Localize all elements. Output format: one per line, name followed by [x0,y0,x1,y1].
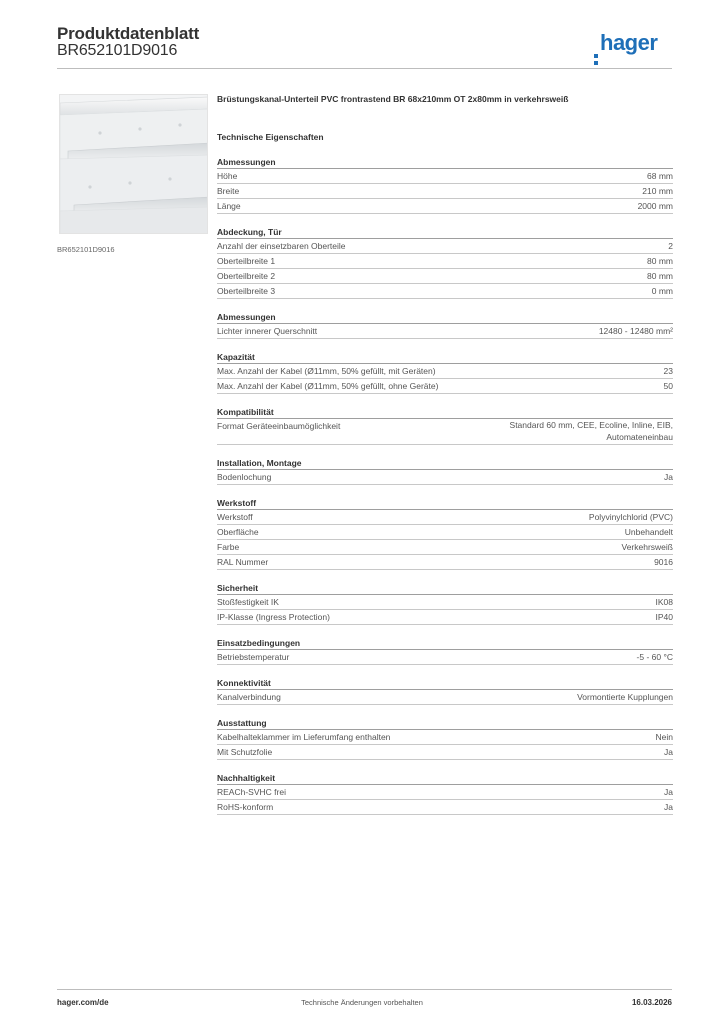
spec-label: Stoßfestigkeit IK [217,597,279,607]
spec-value: Nein [655,732,673,742]
spec-sections [217,156,673,815]
spec-label: RAL Nummer [217,557,269,567]
spec-row [217,745,673,760]
spec-label: Oberteilbreite 2 [217,271,276,281]
page-title: Produktdatenblatt [57,24,200,43]
spec-label: Länge [217,201,241,211]
spec-section [217,637,673,665]
spec-section [217,226,673,299]
section-title: Nachhaltigkeit [217,772,673,785]
footer-date: 16.03.2026 [631,998,672,1007]
spec-label: Format Geräteeinbaumöglichkeit [217,421,341,431]
spec-row [217,324,673,339]
spec-row [217,254,673,269]
spec-row [217,525,673,540]
spec-label: Oberteilbreite 3 [217,286,276,296]
spec-label: Max. Anzahl der Kabel (Ø11mm, 50% gefüllt, ohne Geräte) [217,381,439,391]
spec-value: Polyvinylchlorid (PVC) [588,512,673,522]
spec-row [217,610,673,625]
spec-row [217,470,673,485]
section-title: Konnektivität [217,677,673,690]
hager-logo[interactable] [594,30,657,56]
spec-value: Vormontierte Kupplungen [577,692,673,702]
spec-value: 68 mm [647,171,673,181]
spec-value: 23 [663,366,673,376]
spec-label: Höhe [217,171,238,181]
spec-row [217,184,673,199]
spec-label: Anzahl der einsetzbaren Oberteile [217,241,346,251]
product-description: Brüstungskanal-Unterteil PVC frontrastend BR 68x210mm OT 2x80mm in verkehrsweiß [217,94,569,104]
spec-row [217,510,673,525]
header-divider [57,68,672,69]
spec-row [217,555,673,570]
spec-label: Max. Anzahl der Kabel (Ø11mm, 50% gefüllt, mit Geräten) [217,366,436,376]
product-code: BR652101D9016 [57,42,178,59]
spec-label: Breite [217,186,240,196]
spec-value: 2000 mm [637,201,673,211]
spec-row [217,800,673,815]
spec-label: Farbe [217,542,240,552]
spec-section [217,406,673,445]
spec-section [217,497,673,570]
spec-value: Ja [664,787,673,797]
spec-row [217,540,673,555]
spec-row [217,169,673,184]
footer-notice: Technische Änderungen vorbehalten [301,998,423,1007]
product-image [59,94,208,234]
spec-label: RoHS-konform [217,802,274,812]
spec-row [217,379,673,394]
spec-label: Werkstoff [217,512,253,522]
spec-section [217,582,673,625]
section-title: Abmessungen [217,311,673,324]
image-caption: BR652101D9016 [57,245,115,254]
spec-value: -5 - 60 °C [636,652,673,662]
spec-section [217,717,673,760]
spec-section [217,457,673,485]
logo-text: hager [600,30,658,55]
footer-divider [57,989,672,990]
spec-row [217,199,673,214]
footer-website-link[interactable]: hager.com/de [57,998,109,1007]
spec-value: Verkehrsweiß [621,542,673,552]
spec-section [217,156,673,214]
section-title: Kapazität [217,351,673,364]
section-title: Ausstattung [217,717,673,730]
spec-value: 80 mm [647,271,673,281]
spec-row [217,730,673,745]
spec-content [217,92,673,815]
spec-row [217,650,673,665]
spec-value: 80 mm [647,256,673,266]
spec-label: Kabelhalteklammer im Lieferumfang enthalten [217,732,391,742]
spec-row [217,419,673,445]
spec-value: 50 [663,381,673,391]
spec-label: REACh-SVHC frei [217,787,286,797]
spec-row [217,785,673,800]
spec-value: Standard 60 mm, CEE, Ecoline, Inline, EIB, Automateneinbau [509,420,673,442]
spec-value: IP40 [655,612,673,622]
cable-duct-illustration [60,95,208,234]
spec-label: Lichter innerer Querschnitt [217,326,318,336]
spec-section [217,311,673,339]
spec-label: Bodenlochung [217,472,272,482]
spec-section [217,772,673,815]
spec-value: IK08 [655,597,673,607]
spec-label: IP-Klasse (Ingress Protection) [217,612,330,622]
spec-row [217,269,673,284]
section-title: Installation, Montage [217,457,673,470]
spec-row [217,595,673,610]
spec-row [217,284,673,299]
spec-value: 9016 [654,557,673,567]
section-title: Werkstoff [217,497,673,510]
spec-value: Unbehandelt [624,527,673,537]
spec-row [217,690,673,705]
spec-label: Betriebstemperatur [217,652,290,662]
spec-value: Ja [664,802,673,812]
section-title: Sicherheit [217,582,673,595]
spec-value: 2 [668,241,673,251]
section-title: Abdeckung, Tür [217,226,673,239]
spec-value: Ja [664,747,673,757]
spec-label: Kanalverbindung [217,692,281,702]
section-title: Einsatzbedingungen [217,637,673,650]
spec-label: Oberfläche [217,527,259,537]
section-title: Kompatibilität [217,406,673,419]
spec-row [217,364,673,379]
spec-row [217,239,673,254]
technical-properties-title: Technische Eigenschaften [217,132,324,142]
spec-value: Ja [664,472,673,482]
spec-value: 210 mm [642,186,673,196]
spec-section [217,351,673,394]
spec-label: Oberteilbreite 1 [217,256,276,266]
spec-value: 0 mm [651,286,673,296]
section-title: Abmessungen [217,156,673,169]
spec-label: Mit Schutzfolie [217,747,273,757]
spec-value: 12480 - 12480 mm² [598,326,673,336]
spec-section [217,677,673,705]
